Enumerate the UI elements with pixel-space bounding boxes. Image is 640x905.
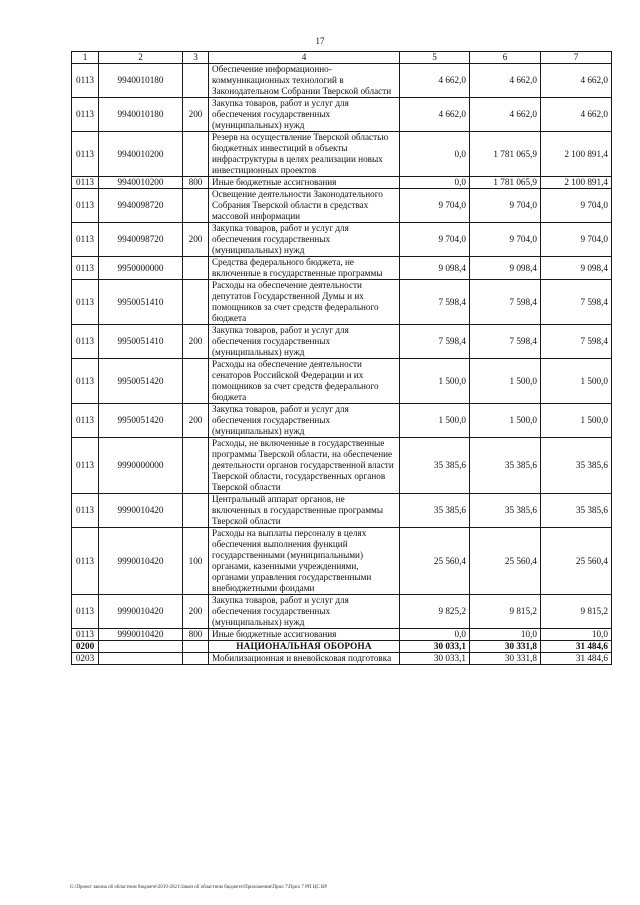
table-row xyxy=(72,359,612,404)
amount-col6-cell: 35 385,6 xyxy=(470,494,541,528)
table-row xyxy=(72,641,612,653)
amount-col7-cell: 31 484,6 xyxy=(541,641,612,653)
expense-type-cell: 200 xyxy=(183,595,209,629)
column-header-3: 3 xyxy=(183,52,209,64)
amount-col7-cell: 2 100 891,4 xyxy=(541,177,612,189)
amount-col5-cell: 30 033,1 xyxy=(400,641,470,653)
amount-col5-cell: 9 704,0 xyxy=(400,189,470,223)
amount-col5-cell: 7 598,4 xyxy=(400,280,470,325)
amount-col7-cell: 10,0 xyxy=(541,629,612,641)
target-code-cell: 9940010200 xyxy=(99,177,183,189)
amount-col6-cell: 35 385,6 xyxy=(470,438,541,494)
amount-col5-cell: 4 662,0 xyxy=(400,98,470,132)
section-cell: 0113 xyxy=(72,528,99,595)
expense-type-cell xyxy=(183,132,209,177)
amount-col5-cell: 9 098,4 xyxy=(400,257,470,280)
amount-col7-cell: 7 598,4 xyxy=(541,325,612,359)
footer-file-path: G:\Проект закона об областном бюджете\2019-2021\Закон об областном бюджете\Приложения\Прил 7\Прил 7 РП ЦС ВР xyxy=(70,885,328,890)
expense-type-cell: 800 xyxy=(183,177,209,189)
amount-col7-cell: 35 385,6 xyxy=(541,494,612,528)
item-name-cell: Расходы на обеспечение деятельности депутатов Государственной Думы и их помощников за счет средств федерального бюджета xyxy=(209,280,400,325)
amount-col7-cell: 9 704,0 xyxy=(541,223,612,257)
target-code-cell xyxy=(99,641,183,653)
expense-type-cell xyxy=(183,641,209,653)
table-row xyxy=(72,325,612,359)
amount-col6-cell: 4 662,0 xyxy=(470,64,541,98)
amount-col7-cell: 7 598,4 xyxy=(541,280,612,325)
table-row xyxy=(72,177,612,189)
amount-col5-cell: 7 598,4 xyxy=(400,325,470,359)
amount-col5-cell: 0,0 xyxy=(400,132,470,177)
target-code-cell: 9950051420 xyxy=(99,404,183,438)
column-header-7: 7 xyxy=(541,52,612,64)
section-cell: 0113 xyxy=(72,189,99,223)
target-code-cell: 9940010180 xyxy=(99,64,183,98)
item-name-cell: Иные бюджетные ассигнования xyxy=(209,177,400,189)
amount-col7-cell: 9 815,2 xyxy=(541,595,612,629)
item-name-cell: Закупка товаров, работ и услуг для обеспечения государственных (муниципальных) нужд xyxy=(209,98,400,132)
expense-type-cell: 200 xyxy=(183,223,209,257)
expense-type-cell: 200 xyxy=(183,325,209,359)
target-code-cell: 9950000000 xyxy=(99,257,183,280)
amount-col7-cell: 31 484,6 xyxy=(541,653,612,665)
target-code-cell: 9950051420 xyxy=(99,359,183,404)
amount-col5-cell: 9 825,2 xyxy=(400,595,470,629)
amount-col6-cell: 7 598,4 xyxy=(470,280,541,325)
section-cell: 0200 xyxy=(72,641,99,653)
section-cell: 0113 xyxy=(72,223,99,257)
amount-col5-cell: 1 500,0 xyxy=(400,359,470,404)
item-name-cell: Центральный аппарат органов, не включенных в государственные программы Тверской области xyxy=(209,494,400,528)
amount-col6-cell: 30 331,8 xyxy=(470,641,541,653)
table-row xyxy=(72,132,612,177)
amount-col5-cell: 25 560,4 xyxy=(400,528,470,595)
target-code-cell: 9940010200 xyxy=(99,132,183,177)
amount-col5-cell: 1 500,0 xyxy=(400,404,470,438)
section-cell: 0113 xyxy=(72,280,99,325)
amount-col6-cell: 9 815,2 xyxy=(470,595,541,629)
amount-col7-cell: 35 385,6 xyxy=(541,438,612,494)
amount-col5-cell: 0,0 xyxy=(400,177,470,189)
table-row xyxy=(72,404,612,438)
item-name-cell: Расходы на выплаты персоналу в целях обеспечения выполнения функций государственными (муниципальными) органами, казенными учреждениями, органами управления государственными внебюджетными фондами xyxy=(209,528,400,595)
item-name-cell: НАЦИОНАЛЬНАЯ ОБОРОНА xyxy=(209,641,400,653)
amount-col6-cell: 9 704,0 xyxy=(470,223,541,257)
expense-type-cell xyxy=(183,653,209,665)
item-name-cell: Резерв на осуществление Тверской областью бюджетных инвестиций в объекты инфраструктуры в целях реализации новых инвестиционных проектов xyxy=(209,132,400,177)
section-cell: 0113 xyxy=(72,494,99,528)
section-cell: 0113 xyxy=(72,64,99,98)
amount-col7-cell: 4 662,0 xyxy=(541,98,612,132)
table-body xyxy=(72,64,612,665)
section-cell: 0113 xyxy=(72,257,99,280)
target-code-cell xyxy=(99,653,183,665)
column-header-6: 6 xyxy=(470,52,541,64)
amount-col7-cell: 9 704,0 xyxy=(541,189,612,223)
target-code-cell: 9990010420 xyxy=(99,494,183,528)
table-row xyxy=(72,653,612,665)
amount-col7-cell: 1 500,0 xyxy=(541,404,612,438)
amount-col6-cell: 9 098,4 xyxy=(470,257,541,280)
target-code-cell: 9940098720 xyxy=(99,189,183,223)
item-name-cell: Закупка товаров, работ и услуг для обеспечения государственных (муниципальных) нужд xyxy=(209,223,400,257)
amount-col6-cell: 1 781 065,9 xyxy=(470,177,541,189)
expense-type-cell xyxy=(183,280,209,325)
item-name-cell: Закупка товаров, работ и услуг для обеспечения государственных (муниципальных) нужд xyxy=(209,325,400,359)
table-row xyxy=(72,64,612,98)
expense-type-cell: 200 xyxy=(183,404,209,438)
target-code-cell: 9990000000 xyxy=(99,438,183,494)
table-row xyxy=(72,189,612,223)
amount-col6-cell: 10,0 xyxy=(470,629,541,641)
target-code-cell: 9940010180 xyxy=(99,98,183,132)
amount-col6-cell: 1 500,0 xyxy=(470,404,541,438)
amount-col6-cell: 1 781 065,9 xyxy=(470,132,541,177)
item-name-cell: Закупка товаров, работ и услуг для обеспечения государственных (муниципальных) нужд xyxy=(209,595,400,629)
target-code-cell: 9990010420 xyxy=(99,629,183,641)
table-row xyxy=(72,257,612,280)
table-row xyxy=(72,528,612,595)
amount-col6-cell: 4 662,0 xyxy=(470,98,541,132)
item-name-cell: Закупка товаров, работ и услуг для обеспечения государственных (муниципальных) нужд xyxy=(209,404,400,438)
amount-col6-cell: 1 500,0 xyxy=(470,359,541,404)
table-row xyxy=(72,280,612,325)
amount-col7-cell: 1 500,0 xyxy=(541,359,612,404)
expense-type-cell: 200 xyxy=(183,98,209,132)
amount-col6-cell: 30 331,8 xyxy=(470,653,541,665)
expense-type-cell: 100 xyxy=(183,528,209,595)
table-row xyxy=(72,629,612,641)
column-header-1: 1 xyxy=(72,52,99,64)
section-cell: 0113 xyxy=(72,438,99,494)
amount-col7-cell: 4 662,0 xyxy=(541,64,612,98)
item-name-cell: Освещение деятельности Законодательного Собрания Тверской области в средствах массовой информации xyxy=(209,189,400,223)
expense-type-cell xyxy=(183,359,209,404)
amount-col5-cell: 0,0 xyxy=(400,629,470,641)
amount-col6-cell: 7 598,4 xyxy=(470,325,541,359)
amount-col7-cell: 25 560,4 xyxy=(541,528,612,595)
item-name-cell: Расходы, не включенные в государственные программы Тверской области, на обеспечение деятельности органов государственной власти Тверской области, государственных органов Тверской области xyxy=(209,438,400,494)
column-header-5: 5 xyxy=(400,52,470,64)
section-cell: 0113 xyxy=(72,629,99,641)
table-row xyxy=(72,595,612,629)
amount-col5-cell: 30 033,1 xyxy=(400,653,470,665)
table-row xyxy=(72,223,612,257)
expense-type-cell xyxy=(183,189,209,223)
target-code-cell: 9990010420 xyxy=(99,528,183,595)
item-name-cell: Иные бюджетные ассигнования xyxy=(209,629,400,641)
target-code-cell: 9950051410 xyxy=(99,280,183,325)
expense-type-cell xyxy=(183,257,209,280)
amount-col7-cell: 2 100 891,4 xyxy=(541,132,612,177)
expense-type-cell xyxy=(183,438,209,494)
page-number: 17 xyxy=(315,36,325,46)
expense-type-cell xyxy=(183,494,209,528)
amount-col7-cell: 9 098,4 xyxy=(541,257,612,280)
section-cell: 0113 xyxy=(72,325,99,359)
table-row xyxy=(72,438,612,494)
amount-col6-cell: 25 560,4 xyxy=(470,528,541,595)
table-row xyxy=(72,98,612,132)
column-header-4: 4 xyxy=(209,52,400,64)
table-row xyxy=(72,494,612,528)
section-cell: 0113 xyxy=(72,595,99,629)
section-cell: 0113 xyxy=(72,359,99,404)
expense-type-cell xyxy=(183,64,209,98)
item-name-cell: Расходы на обеспечение деятельности сенаторов Российской Федерации и их помощников за счет средств федерального бюджета xyxy=(209,359,400,404)
expense-type-cell: 800 xyxy=(183,629,209,641)
item-name-cell: Мобилизационная и вневойсковая подготовка xyxy=(209,653,400,665)
target-code-cell: 9940098720 xyxy=(99,223,183,257)
amount-col5-cell: 4 662,0 xyxy=(400,64,470,98)
column-number-row xyxy=(72,52,612,64)
target-code-cell: 9990010420 xyxy=(99,595,183,629)
budget-table xyxy=(71,51,612,665)
amount-col5-cell: 35 385,6 xyxy=(400,494,470,528)
item-name-cell: Средства федерального бюджета, не включенные в государственные программы xyxy=(209,257,400,280)
column-header-2: 2 xyxy=(99,52,183,64)
section-cell: 0113 xyxy=(72,132,99,177)
item-name-cell: Обеспечение информационно-коммуникационных технологий в Законодательном Собрании Тверской области xyxy=(209,64,400,98)
section-cell: 0203 xyxy=(72,653,99,665)
section-cell: 0113 xyxy=(72,177,99,189)
section-cell: 0113 xyxy=(72,98,99,132)
section-cell: 0113 xyxy=(72,404,99,438)
amount-col5-cell: 35 385,6 xyxy=(400,438,470,494)
amount-col6-cell: 9 704,0 xyxy=(470,189,541,223)
target-code-cell: 9950051410 xyxy=(99,325,183,359)
amount-col5-cell: 9 704,0 xyxy=(400,223,470,257)
